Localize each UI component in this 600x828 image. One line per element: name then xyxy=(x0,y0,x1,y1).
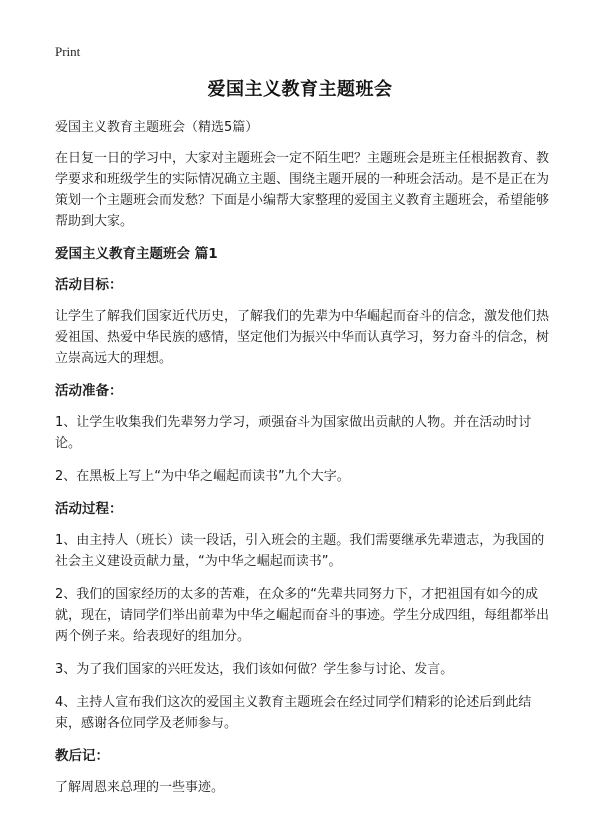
document-body xyxy=(55,117,557,810)
process-item: 1、由主持人（班长）读一段话，引入班会的主题。我们需要继承先辈遗志，为我国的社会主义建设贡献力量，“为中华之崛起而读书”。 xyxy=(55,533,545,569)
section-title: 爱国主义教育主题班会 篇1 xyxy=(55,246,218,262)
goal-heading: 活动目标： xyxy=(55,277,123,293)
process-item: 3、为了我们国家的兴旺发达，我们该如何做？学生参与讨论、发言。 xyxy=(55,662,454,677)
process-item: 4、主持人宣布我们这次的爱国主义教育主题班会在经过同学们精彩的论述后到此结束，感谢各位同学及老师参与。 xyxy=(55,695,532,731)
intro-paragraph: 在日复一日的学习中，大家对主题班会一定不陌生吧？主题班会是班主任根据教育、教学要求和班级学生的实际情况确立主题、围绕主题开展的一种班会活动。是不是正在为策划一个主题班会而发愁？下面是小编帮大家整理的爱国主义教育主题班会，希望能够帮助到大家。 xyxy=(55,151,550,229)
goal-paragraph: 让学生了解我们国家近代历史，了解我们的先辈为中华崛起而奋斗的信念，激发他们热爱祖国、热爱中华民族的感情，坚定他们为振兴中华而认真学习，努力奋斗的信念，树立崇高远大的理想。 xyxy=(55,309,550,366)
document-subtitle: 爱国主义教育主题班会（精选5篇） xyxy=(55,120,259,135)
prep-item: 2、在黑板上写上“为中华之崛起而读书”九个大字。 xyxy=(55,469,350,484)
prep-item: 1、让学生收集我们先辈努力学习，顽强奋斗为国家做出贡献的人物。并在活动时讨论。 xyxy=(55,415,532,451)
print-label: Print xyxy=(55,44,81,59)
process-heading: 活动过程： xyxy=(55,501,123,517)
process-item: 2、我们的国家经历的太多的苦难，在众多的“先辈共同努力下，才把祖国有如今的成就，现在，请同学们举出前辈为中华之崛起而奋斗的事迹。学生分成四组，每组都举出两个例子来。给表现好的组加分。 xyxy=(55,587,550,644)
reflection-paragraph: 了解周恩来总理的一些事迹。 xyxy=(55,780,225,795)
prep-heading: 活动准备： xyxy=(55,383,123,399)
reflection-heading: 教后记： xyxy=(55,748,109,764)
page-title: 爱国主义教育主题班会 xyxy=(207,79,393,100)
